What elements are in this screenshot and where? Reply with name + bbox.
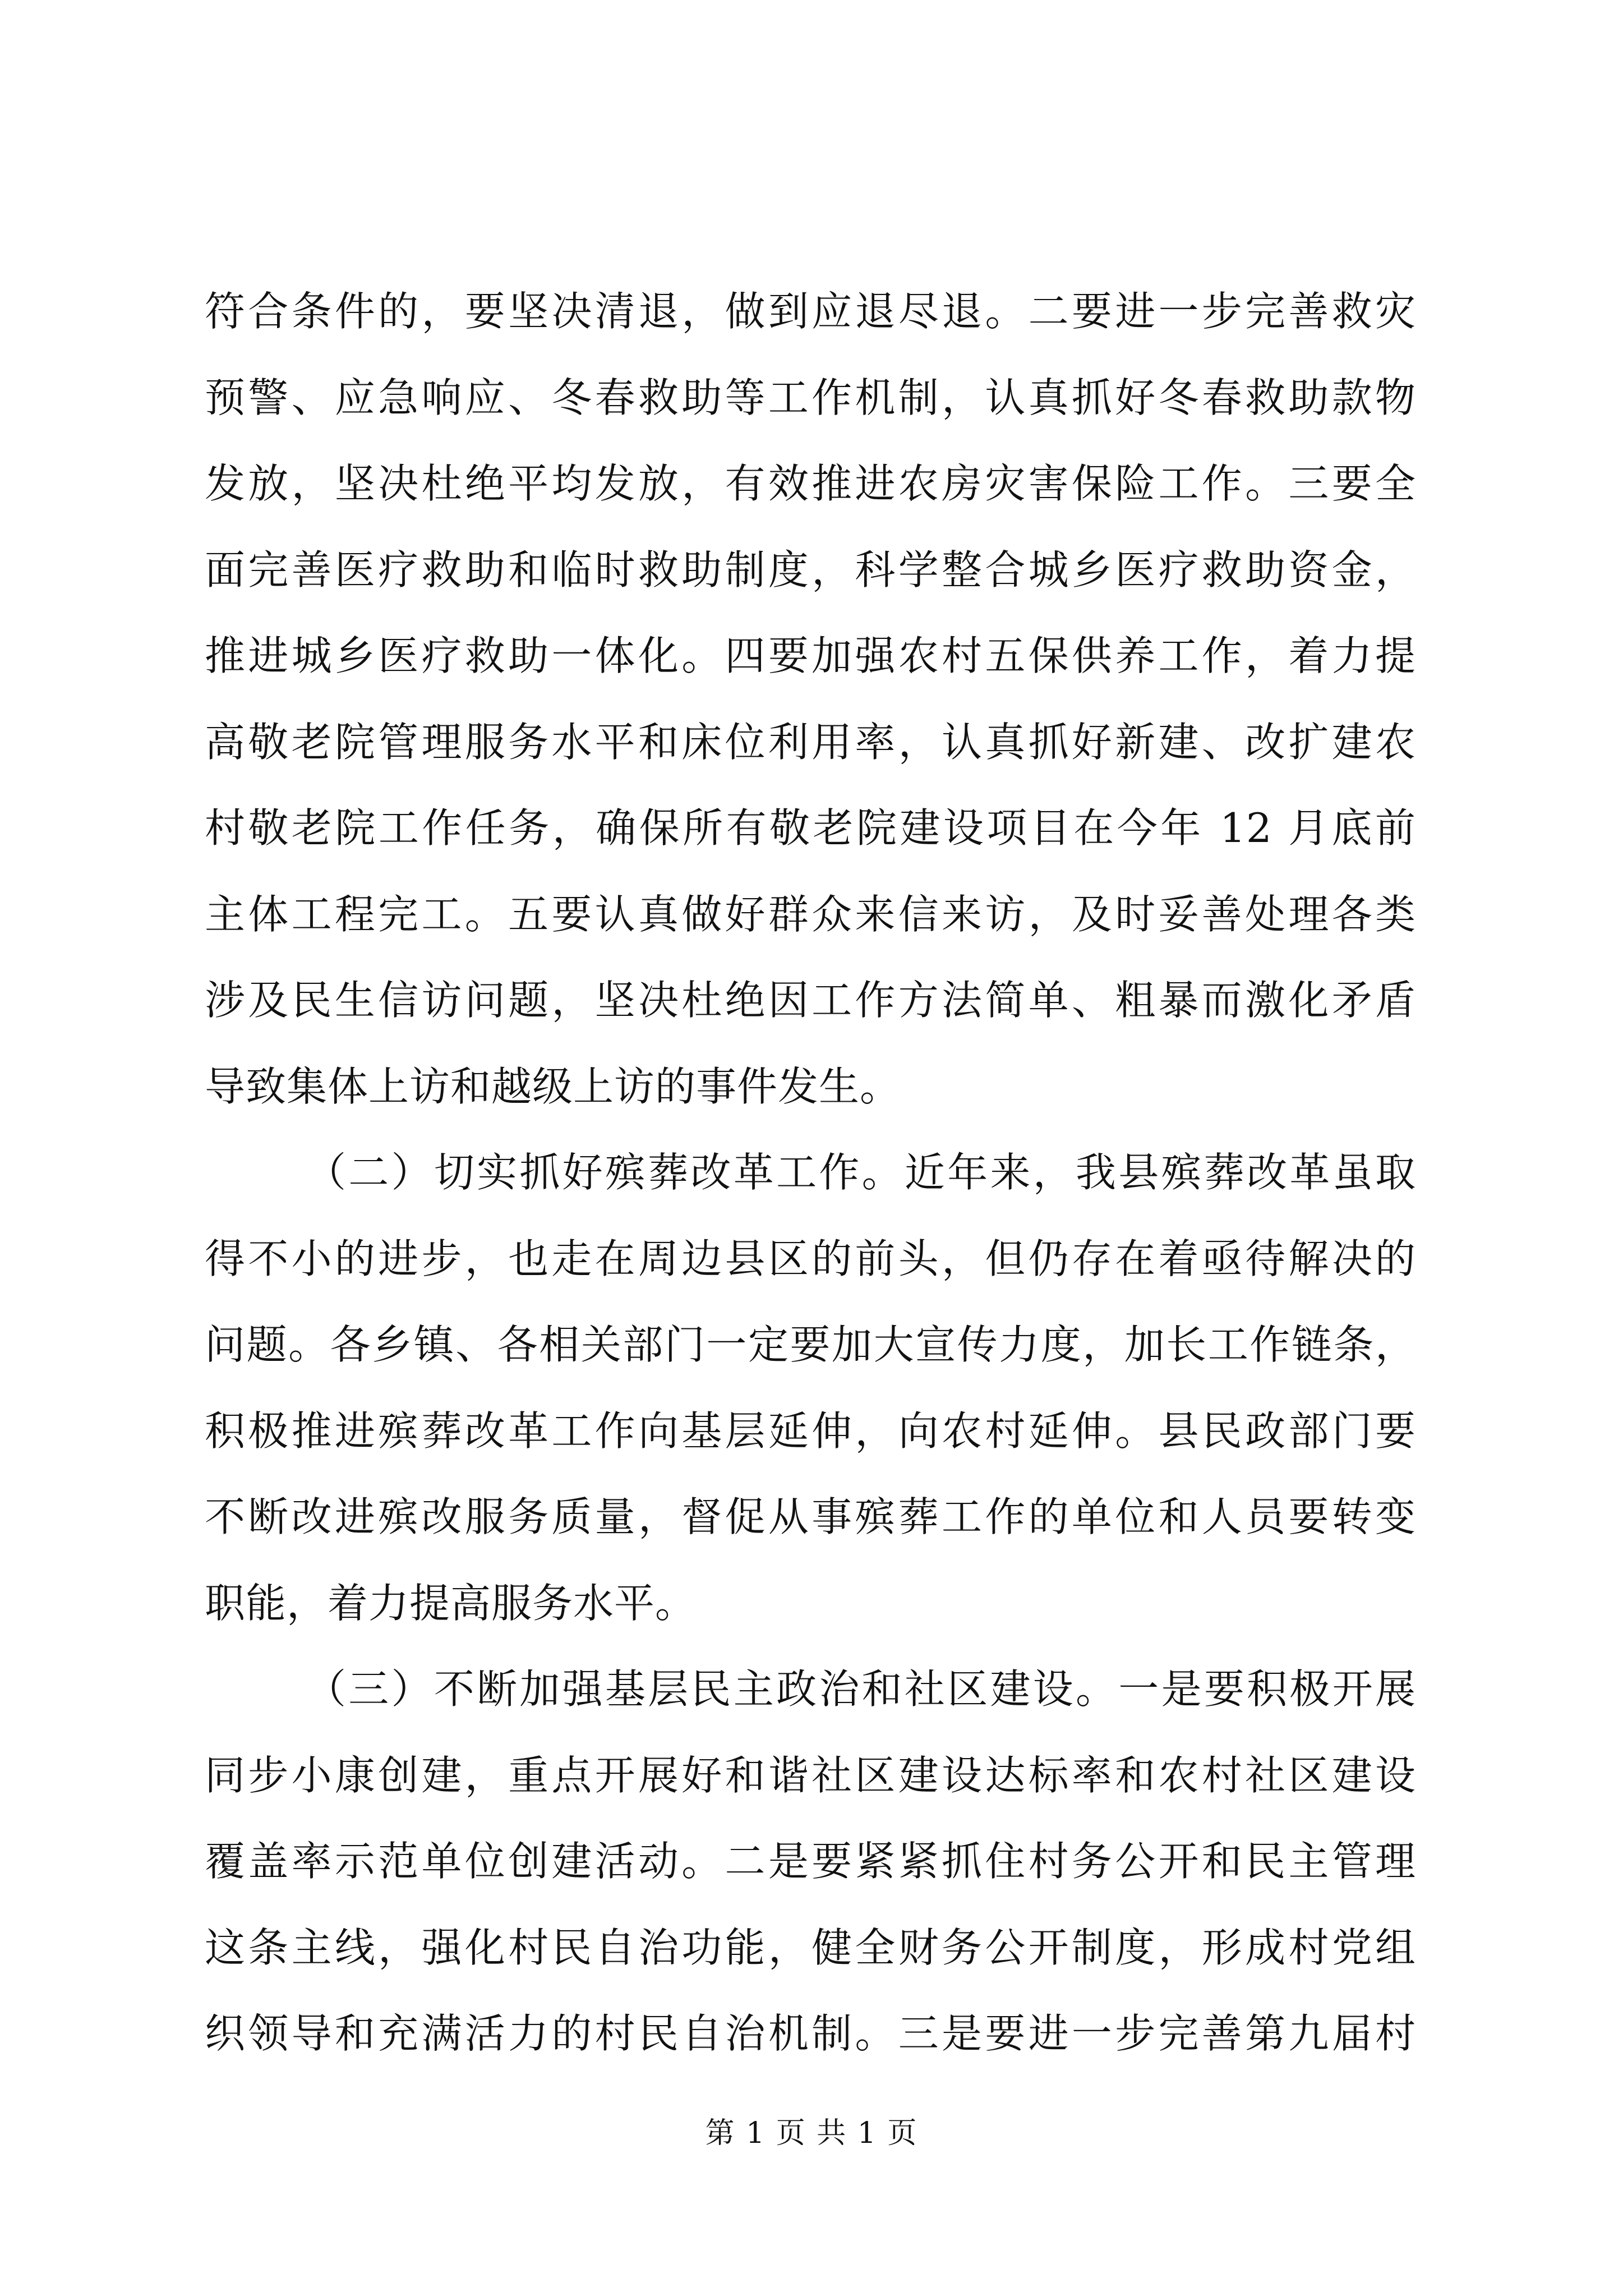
body-text-line: 高敬老院管理服务水平和床位利用率，认真抓好新建、改扩建农 xyxy=(205,719,1416,766)
body-text-line: 积极推进殡葬改革工作向基层延伸，向农村延伸。县民政部门要 xyxy=(205,1407,1416,1455)
body-text-line: 不断改进殡改服务质量，督促从事殡葬工作的单位和人员要转变 xyxy=(205,1493,1416,1540)
body-text-line: 覆盖率示范单位创建活动。二是要紧紧抓住村务公开和民主管理 xyxy=(205,1838,1416,1885)
body-text-line: 问题。各乡镇、各相关部门一定要加大宣传力度，加长工作链条， xyxy=(205,1321,1416,1368)
paragraph-heading-2: （二）切实抓好殡葬改革工作。近年来，我县殡葬改革虽取 xyxy=(306,1149,1416,1196)
body-text-line: 得不小的进步，也走在周边县区的前头，但仍存在着亟待解决的 xyxy=(205,1235,1416,1282)
body-text-line: 推进城乡医疗救助一体化。四要加强农村五保供养工作，着力提 xyxy=(205,632,1416,679)
body-text-line: 发放，坚决杜绝平均发放，有效推进农房灾害保险工作。三要全 xyxy=(205,460,1416,507)
body-text-line: 职能，着力提高服务水平。 xyxy=(205,1580,697,1627)
body-text-line: 符合条件的，要坚决清退，做到应退尽退。二要进一步完善救灾 xyxy=(205,288,1416,335)
paragraph-heading-3: （三）不断加强基层民主政治和社区建设。一是要积极开展 xyxy=(306,1665,1416,1713)
body-text-line: 导致集体上访和越级上访的事件发生。 xyxy=(205,1063,901,1110)
body-text-line: 面完善医疗救助和临时救助制度，科学整合城乡医疗救助资金， xyxy=(205,546,1416,593)
body-text-line: 村敬老院工作任务，确保所有敬老院建设项目在今年 12 月底前 xyxy=(205,804,1416,852)
body-text-line: 这条主线，强化村民自治功能，健全财务公开制度，形成村党组 xyxy=(205,1924,1416,1971)
body-text-line: 同步小康创建，重点开展好和谐社区建设达标率和农村社区建设 xyxy=(205,1752,1416,1799)
body-text-line: 织领导和充满活力的村民自治机制。三是要进一步完善第九届村 xyxy=(205,2010,1416,2057)
body-text-line: 预警、应急响应、冬春救助等工作机制，认真抓好冬春救助款物 xyxy=(205,374,1416,421)
body-text-line: 涉及民生信访问题，坚决杜绝因工作方法简单、粗暴而激化矛盾 xyxy=(205,977,1416,1024)
body-text-line: 主体工程完工。五要认真做好群众来信来访，及时妥善处理各类 xyxy=(205,891,1416,938)
page-footer: 第 1 页 共 1 页 xyxy=(705,2116,918,2150)
